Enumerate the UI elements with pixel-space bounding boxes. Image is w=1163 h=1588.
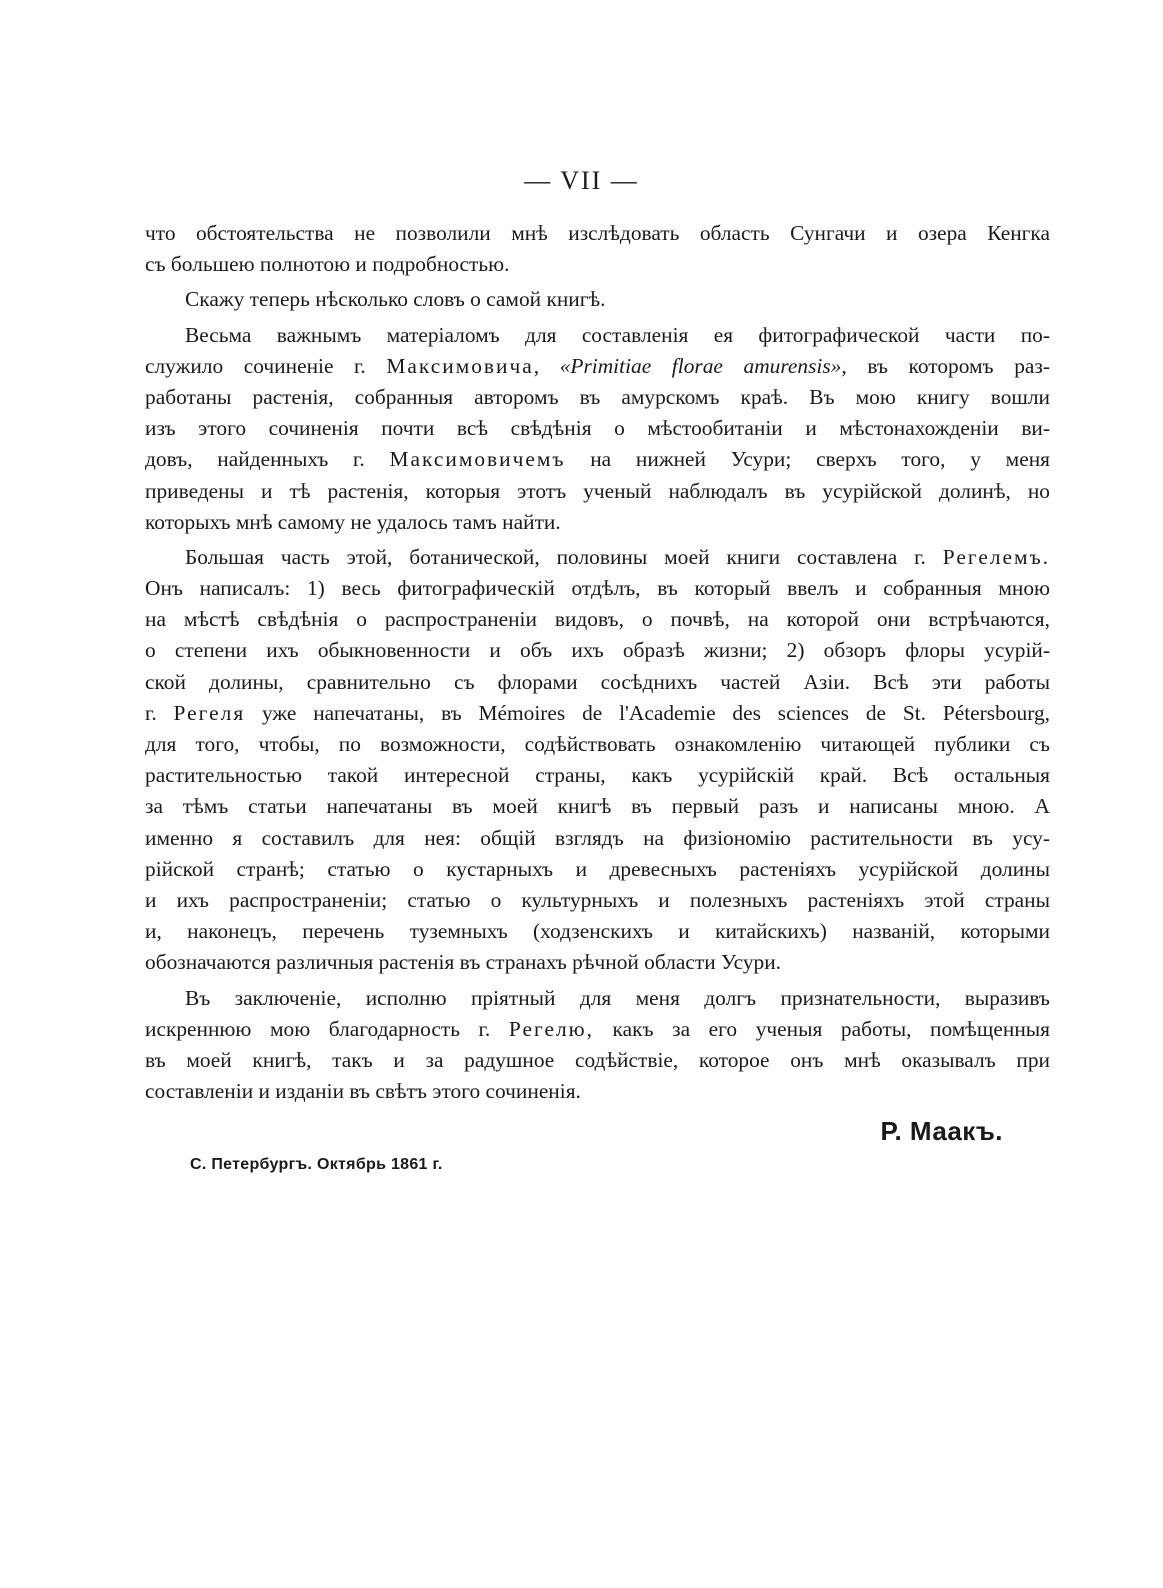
text-line: составленіи и изданіи въ свѣтъ этого сочиненія. — [145, 1079, 581, 1104]
text-line: что обстоятельства не позволили мнѣ изслѣдовать область Сунгачи и озера Кенгка — [145, 221, 1050, 245]
paragraph-start: Весьма важнымъ матеріаломъ для составленія ея фитографической части по- — [185, 322, 1050, 347]
text-segment: г. — [145, 700, 157, 725]
text-line: на мѣстѣ свѣдѣнія о распространеніи видовъ, о почвѣ, на которой они встрѣчаются, — [145, 607, 1050, 632]
text-line: именно я составилъ для нея: общій взглядъ на физіономію растительности въ усу- — [145, 825, 1050, 850]
text-segment: какъ за его ученыя работы, помѣщенныя — [612, 1016, 1050, 1041]
text-segment: искреннюю мою благодарность г. — [145, 1016, 491, 1041]
author-signature: Р. Маакъ. — [880, 1116, 1003, 1146]
text-line: растительностью такой интересной страны, какъ усурійскій край. Всѣ остальныя — [145, 763, 1050, 788]
text-segment: , — [533, 353, 540, 378]
text-line: въ моей книгѣ, такъ и за радушное содѣйствіе, которое онъ мнѣ оказывалъ при — [145, 1047, 1050, 1072]
text-line: ской долины, сравнительно съ флорами сосѣднихъ частей Азіи. Всѣ эти работы — [145, 669, 1050, 694]
text-line: работаны растенія, собранныя авторомъ въ амурскомъ краѣ. Въ мою книгу вошли — [145, 384, 1050, 409]
text-segment: довъ, найденныхъ г. — [145, 447, 365, 472]
paragraph-start: Скажу теперь нѣсколько словъ о самой книгѣ. — [185, 287, 606, 312]
spaced-name: Максимовичемъ — [389, 447, 566, 472]
text-line: изъ этого сочиненія почти всѣ свѣдѣнія о мѣстообитаніи и мѣстонахожденіи ви- — [145, 416, 1050, 441]
text-segment: , въ которомъ раз- — [841, 353, 1050, 378]
paragraph-start — [145, 542, 1050, 573]
text-line — [145, 444, 1050, 475]
text-line: Онъ написалъ: 1) весь фитографическій отдѣлъ, въ который ввелъ и собранныя мною — [145, 576, 1050, 601]
spaced-name: Регелю, — [508, 1016, 594, 1041]
text-line — [145, 351, 1050, 382]
paragraph-start: Въ заключеніе, исполню пріятный для меня долгъ признательности, выразивъ — [185, 985, 1050, 1010]
book-title: «Primitiae florae amurensis» — [559, 353, 842, 378]
text-line: и ихъ распространеніи; статью о культурныхъ и полезныхъ растеніяхъ этой страны — [145, 887, 1050, 912]
text-line: обозначаются различныя растенія въ странахъ рѣчной области Усури. — [145, 950, 782, 975]
text-line: приведены и тѣ растенія, которыя этотъ ученый наблюдалъ въ усурійской долинѣ, но — [145, 478, 1050, 503]
text-line: за тѣмъ статьи напечатаны въ моей книгѣ въ первый разъ и написаны мною. А — [145, 794, 1050, 819]
page-number: — VII — — [524, 166, 639, 195]
body-text — [145, 218, 1050, 1107]
spaced-name: Регеля — [173, 700, 246, 725]
text-line: рійской странѣ; статью о кустарныхъ и древесныхъ растеніяхъ усурійской долины — [145, 856, 1050, 881]
text-line: съ большею полнотою и подробностью. — [145, 252, 510, 277]
text-line — [145, 1014, 1050, 1045]
text-segment: уже напечатаны, въ Mémoires de l'Academie des sciences de St. Pétersbourg, — [261, 700, 1050, 725]
text-line: для того, чтобы, по возможности, содѣйствовать ознакомленію читающей публики съ — [145, 732, 1050, 756]
text-line: которыхъ мнѣ самому не удалось тамъ найти. — [145, 509, 561, 534]
text-line: и, наконецъ, перечень туземныхъ (ходзенскихъ и китайскихъ) названій, которыми — [145, 919, 1050, 944]
text-segment: на нижней Усури; сверхъ того, у меня — [590, 447, 1050, 472]
spaced-name: Регелемъ. — [942, 544, 1050, 569]
place-date: С. Петербургъ. Октябрь 1861 г. — [190, 1156, 443, 1173]
spaced-name: Максимовича — [386, 353, 534, 378]
text-line — [145, 698, 1050, 729]
text-line: о степени ихъ обыкновенности и объ ихъ образѣ жизни; 2) обзоръ флоры усурій- — [145, 638, 1050, 663]
text-segment: служило сочиненіе г. — [145, 353, 366, 378]
text-segment: Большая часть этой, ботанической, половины моей книги составлена г. — [185, 544, 926, 569]
